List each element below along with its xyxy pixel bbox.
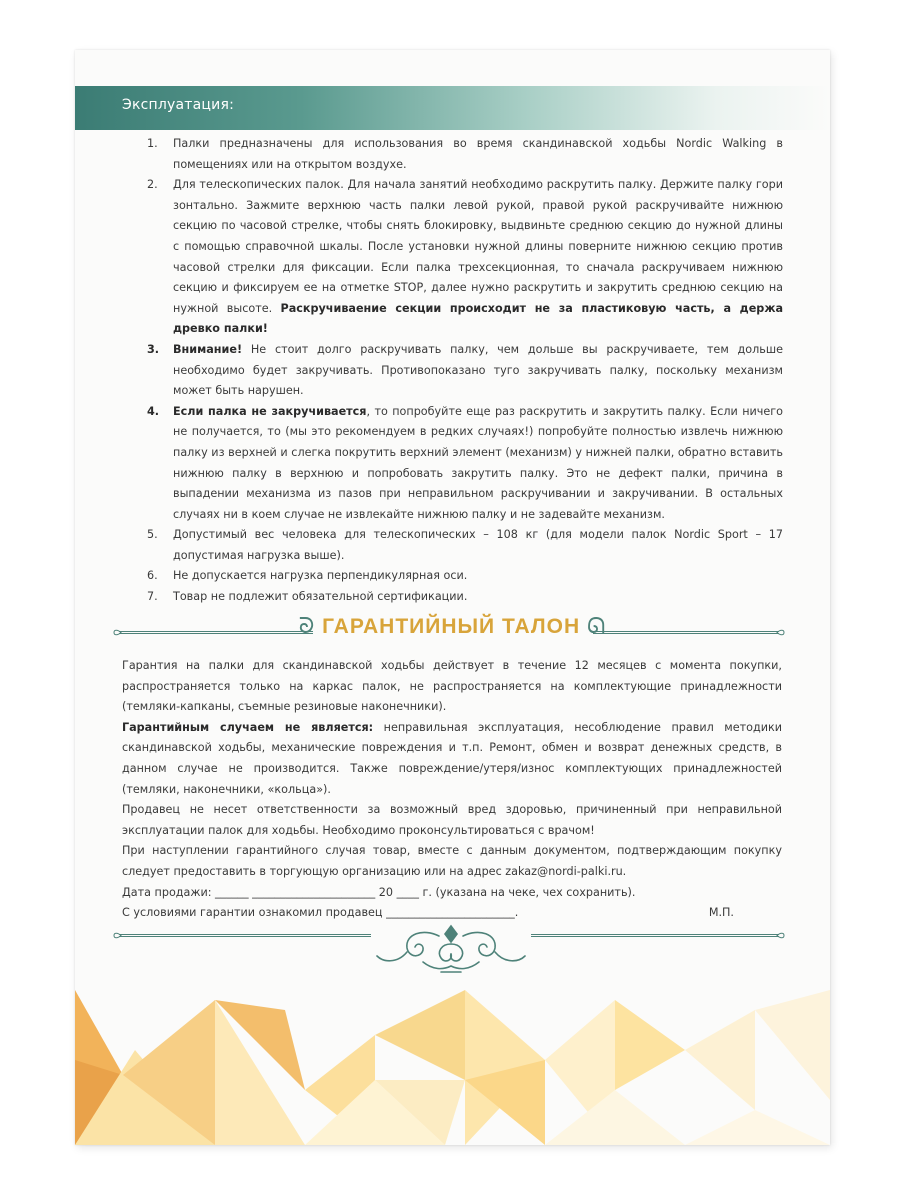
- swirl-left-icon: ᘐ: [298, 613, 316, 638]
- triangle-pattern-decoration: [75, 990, 830, 1145]
- operation-item: [147, 175, 783, 340]
- operation-item: [147, 402, 783, 526]
- section-title: Эксплуатация:: [122, 97, 234, 113]
- operation-item-number: 1.: [147, 137, 158, 150]
- operation-item-number: 5.: [147, 528, 158, 542]
- guarantee-exclusion-lead: Гарантийным случаем не является:: [122, 720, 374, 734]
- operation-item-number: 6.: [147, 569, 158, 583]
- guarantee-paragraph-4: При наступлении гарантийного случая товар, вместе с данным документом, подтверждающим покупку следует предоставить в торгующую организацию или на адрес zakaz@nordi-palki.ru.: [122, 844, 782, 878]
- flourish-ornament-icon: [371, 922, 531, 978]
- operation-item: [147, 340, 783, 402]
- warranty-leaflet: [75, 50, 830, 1145]
- swirl-right-icon: ᘏ: [587, 613, 607, 638]
- operation-item: [147, 525, 783, 566]
- operation-item-bold-note: Раскручиваение секции происходит не за пластиковую часть, а держа древко палки!: [173, 301, 783, 336]
- operation-item-text: , то попробуйте еще раз раскрутить и закрутить палку. Если ничего не получается, то (мы это рекомендуем в редких случаях!) попробуйте полностью извлечь нижнюю палку из верхней и слегка покрутить верхний элемент (механизм) у нижней палки, обратно вставить нижнюю палку в верхнюю и попробовать закрутить палку. Это не дефект палки, причина в выпадении механизма из пазов при неправильном раскручивании и закручивании. В остальных случаях ни в коем случае не извлекайте нижнюю палку и не задевайте механизм.: [173, 404, 784, 521]
- header-band: [75, 86, 830, 130]
- stamp-place: М.П.: [708, 906, 734, 920]
- operation-item: [147, 566, 783, 587]
- operation-item-text: Товар не подлежит обязательной сертификации.: [173, 590, 468, 604]
- operation-item-number: 2.: [147, 178, 158, 192]
- guarantee-paragraph-2: [122, 718, 782, 800]
- operation-list: [147, 134, 783, 608]
- operation-item-number: 7.: [147, 590, 158, 604]
- operation-item-text: Для телескопических палок. Для начала занятий необходимо раскрутить палку. Держите палку гори зонтально. Зажмите верхнюю часть палки левой рукой, правой рукой раскручивайте нижнюю секцию по часовой стрелке, чтобы снять блокировку, выдвиньте среднюю секцию до нужной длины с помощью справочной шкалы. После установки нужной длины поверните нижнюю секцию против часовой стрелки для фиксации. Если палка трехсекционная, то сначала раскручиваем нижнюю секцию и фиксируем ее на отметке STOP, далее нужно раскрутить и закрутить среднюю секцию на нужной высоте.: [173, 178, 783, 315]
- operation-item-lead: Внимание!: [173, 342, 243, 356]
- operation-item-text: Допустимый вес человека для телескопических – 108 кг (для модели палок Nordic Sport – 17 допустимая нагрузка выше).: [173, 528, 783, 562]
- seller-signature-line: [122, 903, 782, 924]
- guarantee-paragraph-3: Продавец не несет ответственности за возможный вред здоровью, причиненный при неправильной эксплуатации палок для ходьбы. Необходимо проконсультироваться с врачом!: [122, 803, 782, 837]
- operation-item-text: Не допускается нагрузка перпендикулярная оси.: [173, 569, 468, 583]
- operation-item-number: 4.: [147, 404, 160, 418]
- guarantee-exclusion-text: неправильная эксплуатация, несоблюдение правил методики скандинавской ходьбы, механические повреждения и т.п. Ремонт, обмен и возврат денежных средств, в данном случае не производится. Также повреждение/утеря/износ комплектующих принадлежностей (темляки, наконечники, «кольца»).: [122, 720, 782, 796]
- seller-text: С условиями гарантии ознакомил продавец _______________________.: [122, 906, 519, 920]
- guarantee-title-text: ГАРАНТИЙНЫЙ ТАЛОН: [322, 615, 581, 638]
- operation-item-number: 3.: [147, 342, 160, 356]
- operation-item-text: Палки предназначены для использования во время скандинавской ходьбы Nordic Walking в помещениях или на открытом воздухе.: [173, 137, 783, 171]
- guarantee-paragraph-1: Гарантия на палки для скандинавской ходьбы действует в течение 12 месяцев с момента покупки, распространяется только на каркас палок, не распространяется на комплектующие принадлежности (темляки-капканы, съемные резиновые наконечники).: [122, 659, 782, 714]
- operation-item: [147, 587, 783, 608]
- operation-item: [147, 134, 783, 175]
- operation-item-text: Не стоит долго раскручивать палку, чем дольше вы раскручиваете, тем дольше необходимо будет закручивать. Противопоказано туго закручивать палку, поскольку механизм может быть нарушен.: [173, 342, 783, 398]
- guarantee-body: [122, 656, 782, 924]
- guarantee-title: [75, 613, 830, 639]
- sale-date-line: Дата продажи: ______ ______________________ 20 ____ г. (указана на чеке, чех сохранить).: [122, 885, 636, 899]
- operation-item-lead: Если палка не закручивается: [173, 404, 367, 418]
